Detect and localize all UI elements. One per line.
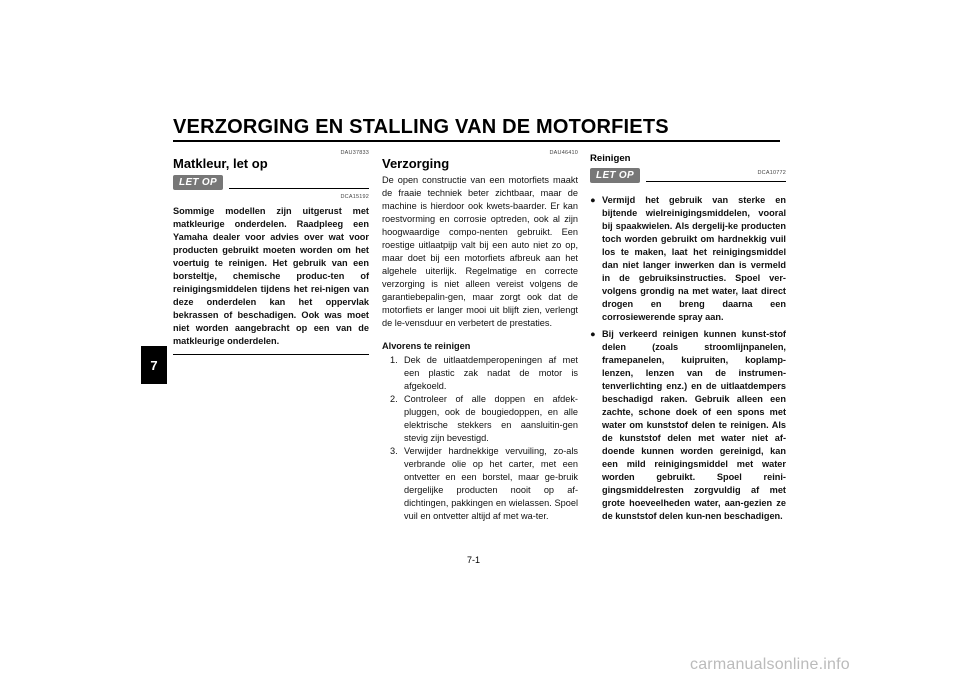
header-rule [173, 140, 780, 142]
caution-rule [229, 188, 369, 189]
section-title-verzorging: Verzorging [382, 156, 450, 171]
caution-badge: LET OP [590, 168, 640, 183]
caution-badge: LET OP [173, 175, 223, 190]
list-item: 1. Dek de uitlaatdemperopeningen af met een plastic zak nadat de motor is afgekoeld. [390, 355, 578, 391]
section-title-reinigen: Reinigen [590, 153, 631, 164]
steps-list [382, 354, 578, 523]
page-number: 7-1 [467, 555, 481, 565]
caution-code: DCA15192 [340, 194, 369, 200]
caution-end-rule [173, 354, 369, 355]
subsection-title: Alvorens te reinigen [382, 341, 471, 351]
caution-code: DCA10772 [757, 170, 786, 176]
list-item: ● Vermijd het gebruik van sterke en bijtende wielreinigingsmiddelen, vooral bij spaakwielen. Als dergelij-ke producten toch worden gebruikt om hardnekkig vuil los te maken, laat het reinigingsmiddel dan niet langer inwerken dan is vermeld in de gebruiksinstructies. Spoel ver-volgens grondig na met water, laat direct drogen en breng daarna een corrosiewerende spray aan. [590, 195, 786, 322]
caution-header [590, 168, 786, 184]
left-column [173, 150, 369, 355]
list-item: 3. Verwijder hardnekkige vervuiling, zo-als verbrande olie op het carter, met een ontvetter en een borstel, maar ge-bruik dergelijke producten nooit op af-dichtingen, pakkingen en wielassen. Spoel vuil en ontvetter altijd af met wa-ter. [390, 446, 578, 521]
right-column [590, 150, 786, 523]
list-item: ● Bij verkeerd reinigen kunnen kunst-stof delen (zoals stroomlijnpanelen, framepanelen, kuipruiten, koplamp-lenzen, lenzen van de instrumen-tenverlichting enz.) en de uitlaatdempers beschadigd raken. Gebruik alleen een zachte, schone doek of een spons met water om kunststof delen te reinigen. Als de kunststof delen met water niet af-doende kunnen worden gereinigd, kan een mild reinigingsmiddel met water worden gebruikt. Spoel reini-gingsmiddelresten zorgvuldig af met grote hoeveelheden water, aan-gezien ze de kunststof delen kun-nen beschadigen. [590, 329, 786, 521]
section-code: DAU37833 [340, 150, 369, 156]
list-item: 2. Controleer of alle doppen en afdek-pluggen, ook de bougiedoppen, en alle elektrische stekkers en aansluitin-gen stevig zijn bevestigd. [390, 394, 578, 443]
middle-column [382, 150, 578, 523]
caution-rule [646, 181, 786, 182]
bullet-icon: ● [590, 329, 596, 339]
caution-header [173, 175, 369, 191]
chapter-tab[interactable]: 7 [141, 346, 167, 384]
section-title-matkleur: Matkleur, let op [173, 156, 268, 171]
section-code: DAU46410 [549, 150, 578, 156]
caution-text: Sommige modellen zijn uitgerust met matkleurige onderdelen. Raadpleeg een Yamaha dealer voor advies over wat voor producten gebruikt moeten worden om het voertuig te reinigen. Het gebruik van een borsteltje, chemische produc-ten of reinigingsmiddelen tijdens het rei-nigen van deze onderdelen kan het oppervlak bekrassen of beschadigen. Ook was moet niet worden aangebracht op een van de matkleurige onderdelen. [173, 206, 369, 346]
bullet-icon: ● [590, 195, 596, 205]
watermark[interactable]: carmanualsonline.info [690, 656, 850, 673]
intro-paragraph: De open constructie van een motorfiets maakt de fraaie techniek beter zichtbaar, maar de machine is hierdoor ook kwets-baarder. Er kan roestvorming en corrosie optreden, ook al zijn hoogwaardige compo-nenten gebruikt. Een roestige uitlaatpijp valt bij een auto niet zo op, maar doet bij een motorfiets afbreuk aan het algehele uiterlijk. Regelmatige en correcte verzorging is niet alleen vereist volgens de garantiebepalin-gen, maar zorgt ook dat de motorfiets er langer mooi uit blijft zien, verlengt de le-vensduur en verbetert de prestaties. [382, 175, 578, 328]
page-title: VERZORGING EN STALLING VAN DE MOTORFIETS [173, 116, 669, 138]
caution-bullets [590, 194, 786, 523]
